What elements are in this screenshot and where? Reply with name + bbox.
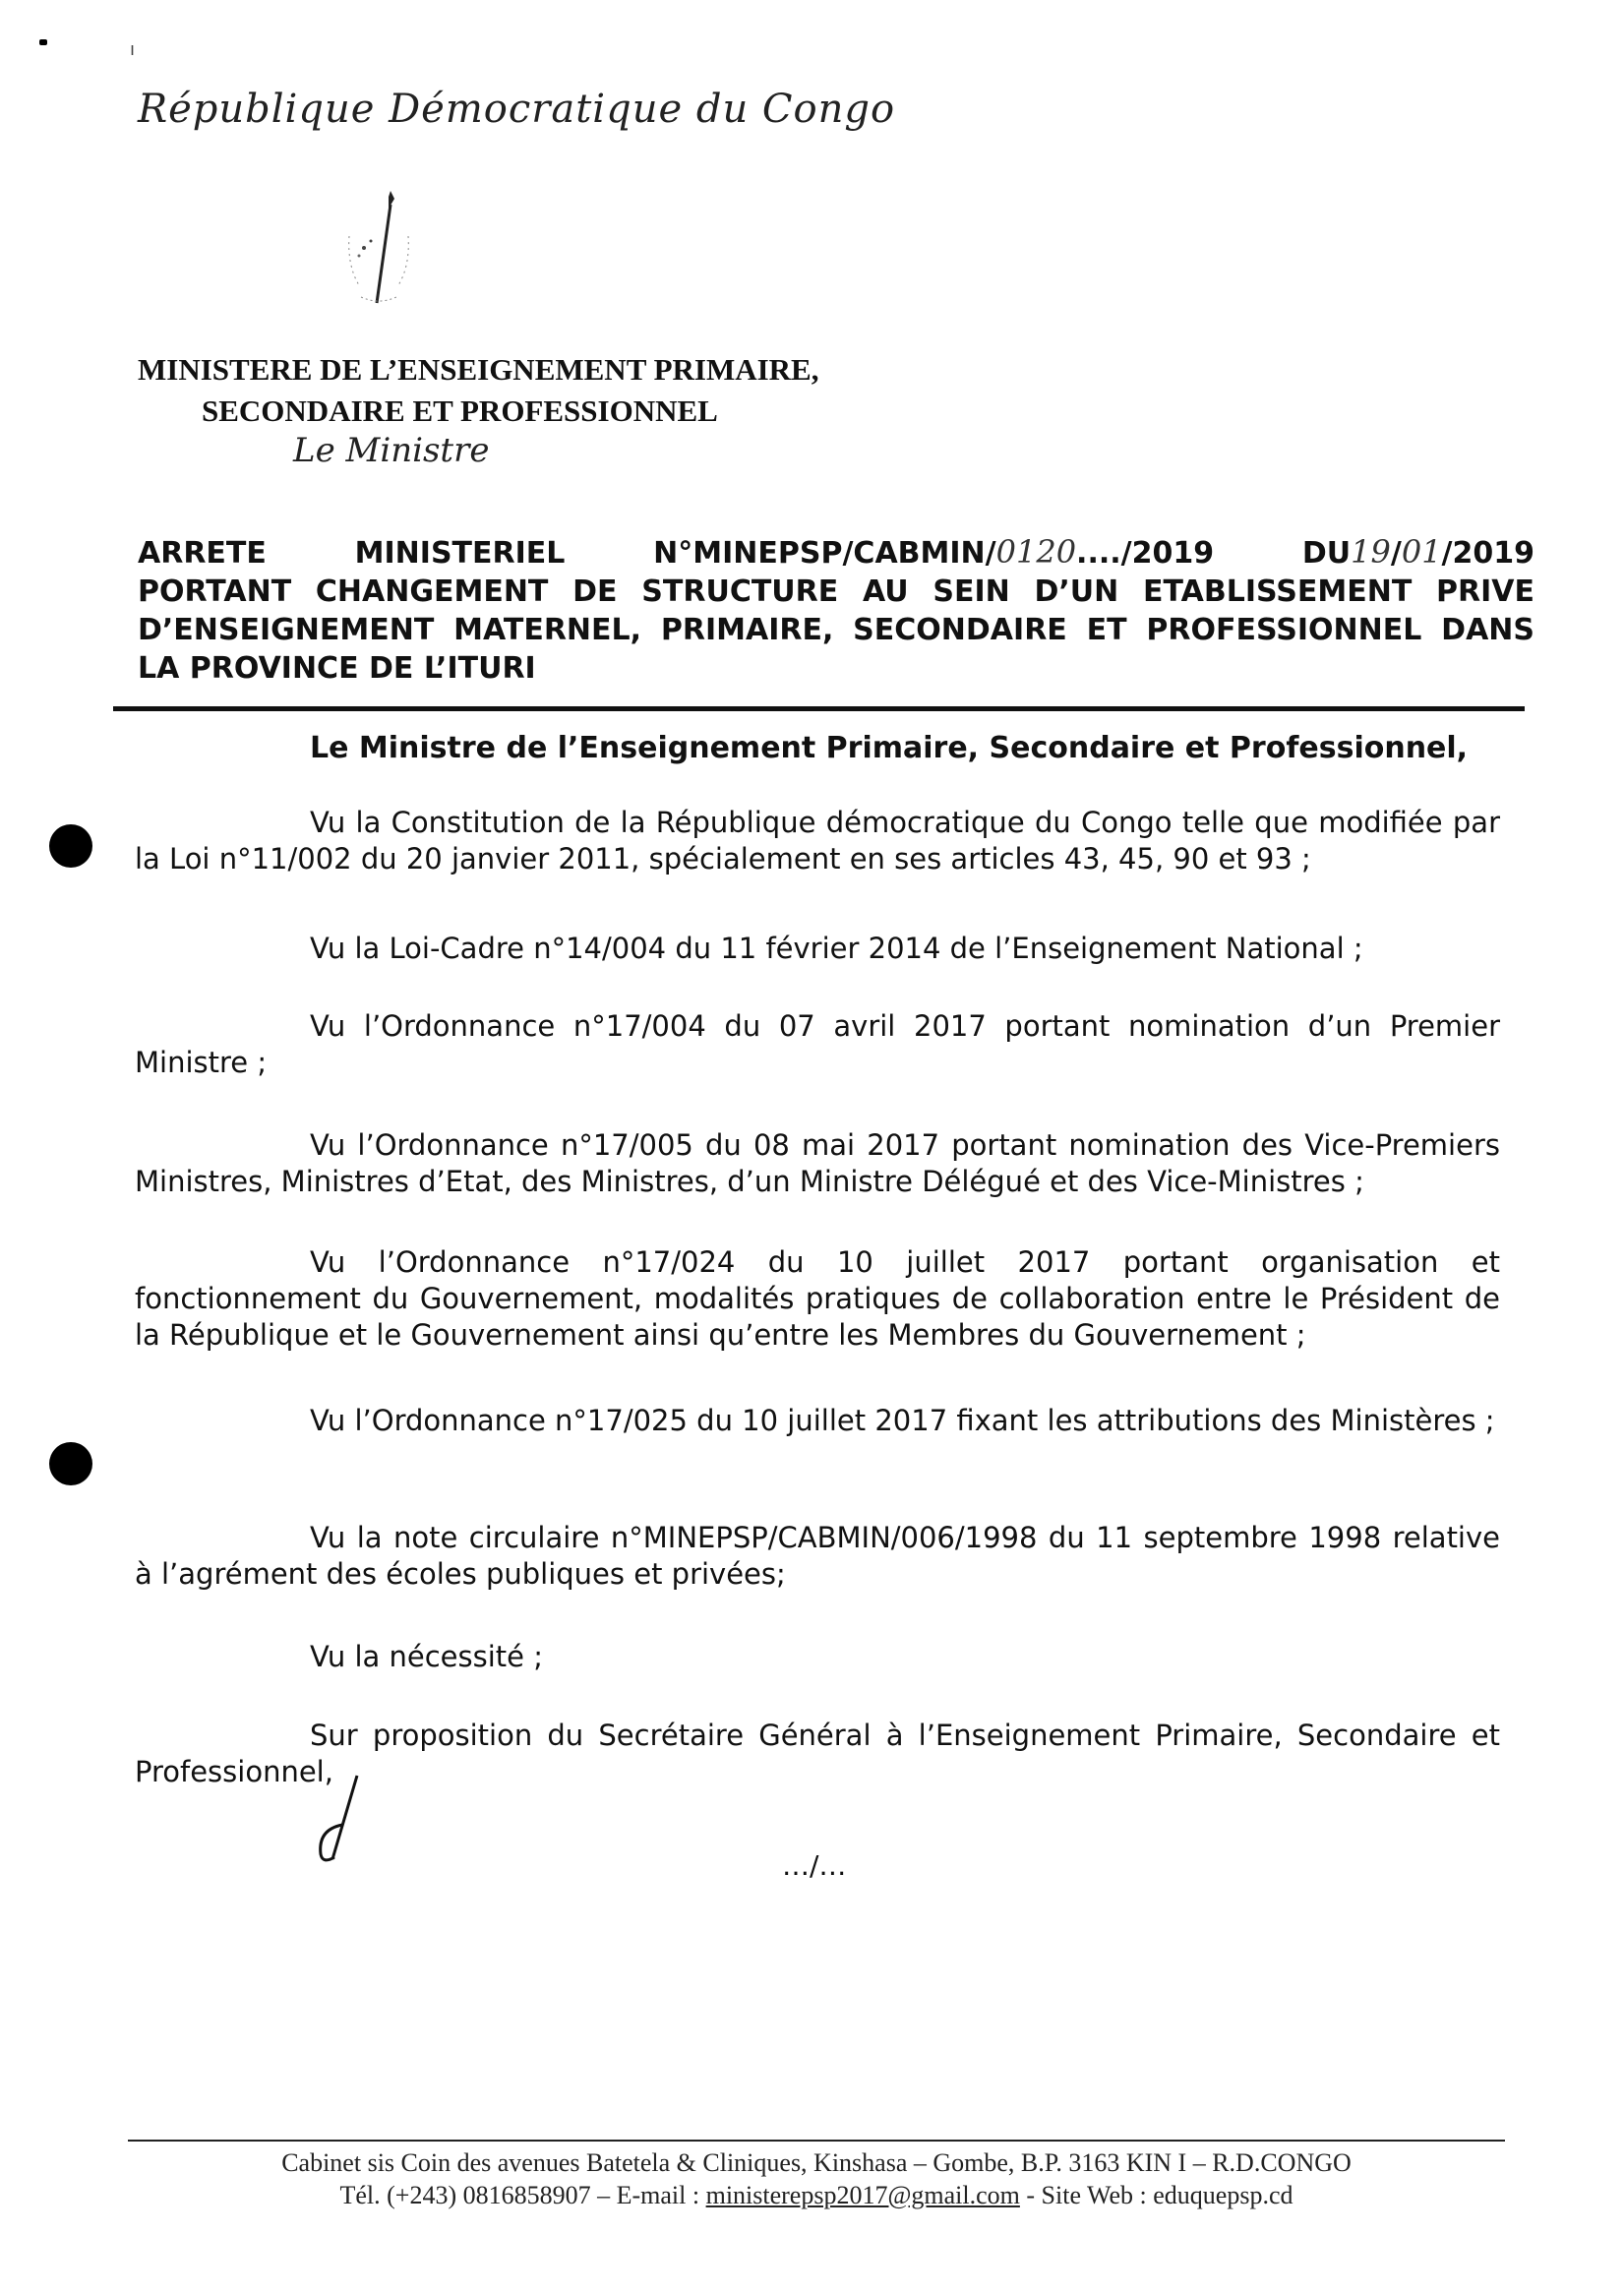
ministry-heading (138, 349, 818, 432)
decree-title-line-4: LA PROVINCE DE L’ITURI (138, 651, 536, 686)
date-separator: / (1390, 536, 1402, 571)
visa-ordonnance-17-005: Vu l’Ordonnance n°17/005 du 08 mai 2017 portant nomination des Vice-Premiers Ministres, Ministres d’Etat, des Ministres, d’un Ministre Délégué et des Vice-Ministres ; (135, 1128, 1500, 1198)
scan-mark (39, 39, 47, 45)
visa-ordonnance-17-024: Vu l’Ordonnance n°17/024 du 10 juillet 2017 portant organisation et fonctionnement du Gouvernement, modalités pratiques de collaboration entre le Président de la République et le Gouvernement ainsi qu’entre les Membres du Gouvernement ; (135, 1245, 1500, 1352)
footer-contact (128, 2179, 1505, 2211)
visa-note-circulaire: Vu la note circulaire n°MINEPSP/CABMIN/006/1998 du 11 septembre 1998 relative à l’agrément des écoles publiques et privées; (135, 1521, 1500, 1591)
initials-signature (313, 1771, 372, 1869)
scan-tick: ı (130, 39, 136, 60)
decree-title (138, 533, 1534, 688)
decree-number-prefix: ARRETE MINISTERIEL N°MINEPSP/CABMIN/ (138, 536, 996, 571)
decree-year-du: ..../2019 DU (1076, 536, 1352, 571)
visa-paragraph (135, 1127, 1500, 1200)
punch-hole (49, 824, 92, 868)
footer-divider (128, 2140, 1505, 2142)
visa-paragraph (135, 1403, 1500, 1439)
footer-address: Cabinet sis Coin des avenues Batetela & Cliniques, Kinshasa – Gombe, B.P. 3163 KIN I – R.D.CONGO (281, 2148, 1352, 2177)
decree-title-line-2: PORTANT CHANGEMENT DE STRUCTURE AU SEIN D’UN ETABLISSEMENT PRIVE (138, 574, 1534, 609)
decree-number-handwritten: 0120 (995, 533, 1077, 571)
footer-website: - Site Web : eduquepsp.cd (1019, 2181, 1293, 2209)
continuation-mark: …/… (782, 1849, 847, 1882)
visa-paragraph (135, 1244, 1500, 1354)
decree-year: /2019 (1441, 536, 1534, 571)
footer-email-link[interactable]: ministerepsp2017@gmail.com (705, 2181, 1020, 2209)
decree-title-line-3: D’ENSEIGNEMENT MATERNEL, PRIMAIRE, SECONDAIRE ET PROFESSIONNEL DANS (138, 613, 1534, 647)
ministry-line-2: SECONDAIRE ET PROFESSIONNEL (202, 393, 718, 428)
coat-of-arms-emblem (320, 187, 438, 315)
ministry-line-1: MINISTERE DE L’ENSEIGNEMENT PRIMAIRE, (138, 352, 819, 387)
visa-loi-cadre: Vu la Loi-Cadre n°14/004 du 11 février 2014 de l’Enseignement National ; (310, 932, 1363, 965)
visa-ordonnance-17-004: Vu l’Ordonnance n°17/004 du 07 avril 2017 portant nomination d’un Premier Ministre ; (135, 1009, 1500, 1079)
footer (128, 2146, 1505, 2211)
title-divider (113, 706, 1525, 711)
visa-paragraph (135, 1639, 1500, 1675)
visa-necessite: Vu la nécessité ; (310, 1640, 543, 1673)
footer-phone: Tél. (+243) 0816858907 – E-mail : (339, 2181, 706, 2209)
republic-heading: République Démocratique du Congo (138, 87, 896, 132)
visa-paragraph (135, 931, 1500, 967)
visa-constitution: Vu la Constitution de la République démocratique du Congo telle que modifiée par la Loi n°11/002 du 20 janvier 2011, spécialement en ses articles 43, 45, 90 et 93 ; (135, 806, 1500, 876)
visa-ordonnance-17-025: Vu l’Ordonnance n°17/025 du 10 juillet 2017 fixant les attributions des Ministères ; (310, 1404, 1495, 1437)
preamble-heading: Le Ministre de l’Enseignement Primaire, Secondaire et Professionnel, (310, 731, 1469, 765)
visa-paragraph (135, 1520, 1500, 1593)
decree-day-handwritten: 19 (1351, 533, 1391, 571)
punch-hole (49, 1442, 92, 1485)
le-ministre-signature-title: Le Ministre (293, 431, 490, 470)
decree-month-handwritten: 01 (1401, 533, 1442, 571)
decree-title-line-1 (138, 533, 1534, 573)
visa-paragraph (135, 805, 1500, 877)
visa-paragraph (135, 1008, 1500, 1081)
sur-proposition: Sur proposition du Secrétaire Général à l’Enseignement Primaire, Secondaire et Professionnel, (135, 1719, 1500, 1788)
